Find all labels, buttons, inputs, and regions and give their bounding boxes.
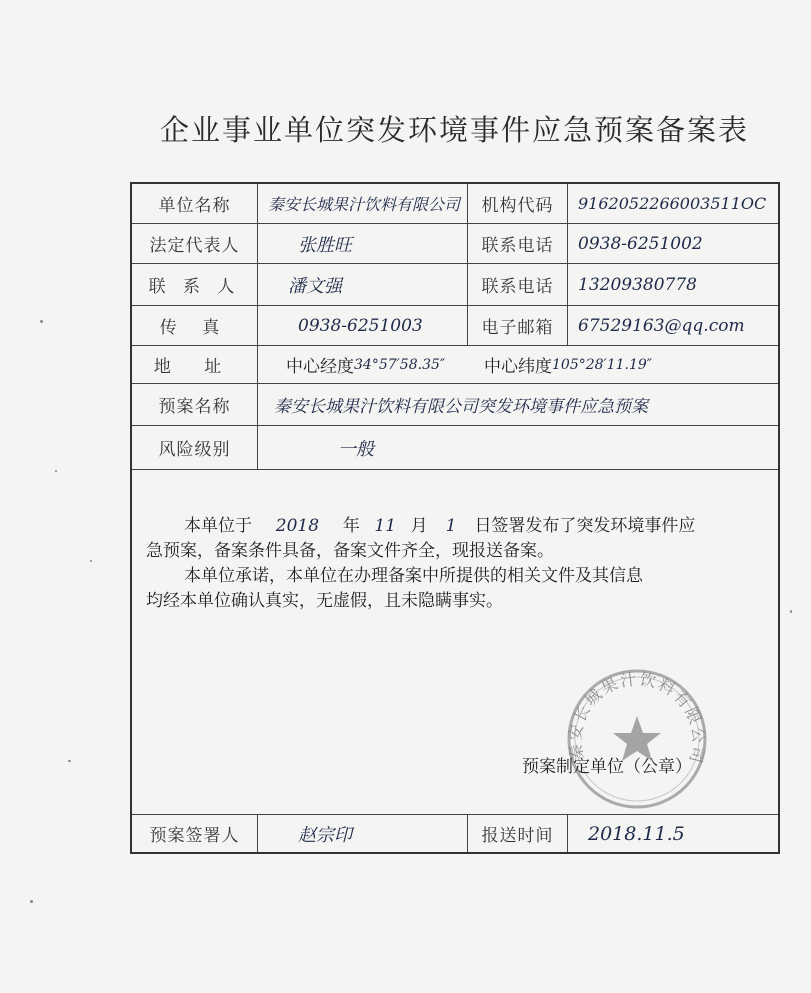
declaration-text-c: 月: [410, 516, 428, 536]
company-seal-icon: [562, 664, 712, 814]
submit-time-value: 2018.11.5: [568, 814, 778, 852]
sign-day: 1: [445, 516, 457, 536]
address-label: 地 址: [132, 346, 258, 384]
email-label: 电子邮箱: [468, 306, 568, 346]
org-code-label: 机构代码: [468, 184, 568, 224]
issuer-seal-label: 预案制定单位（公章）: [522, 757, 692, 777]
legal-rep-value: 张胜旺: [258, 224, 468, 264]
email-value: 67529163@qq.com: [568, 306, 778, 346]
scan-speck: [90, 560, 92, 562]
fax-value: 0938-6251003: [258, 306, 468, 346]
declaration-text-d: 日签署发布了突发环境事件应: [474, 516, 696, 536]
latitude-value: 105°28′11.19″: [552, 356, 653, 373]
sign-month: 11: [374, 516, 397, 536]
declaration-line-1: [146, 514, 766, 539]
fax-label: 传 真: [132, 306, 258, 346]
longitude-value: 34°57′58.35″: [354, 356, 446, 373]
scan-speck: [40, 320, 43, 323]
phone2-value: 13209380778: [568, 264, 778, 306]
scan-speck: [790, 610, 792, 613]
sign-year: 2018: [275, 516, 320, 536]
unit-name-value: 秦安长城果汁饮料有限公司: [258, 184, 468, 224]
declaration-line-3: 本单位承诺，本单位在办理备案中所提供的相关文件及其信息: [184, 566, 643, 586]
contact-value: 潘文强: [258, 264, 468, 306]
declaration-text-b: 年: [342, 516, 360, 536]
risk-level-label: 风险级别: [132, 426, 258, 470]
form-title: 企业事业单位突发环境事件应急预案备案表: [160, 113, 750, 147]
declaration-text-a: 本单位于: [184, 516, 252, 536]
address-value: [258, 346, 778, 384]
phone2-label: 联系电话: [468, 264, 568, 306]
phone1-value: 0938-6251002: [568, 224, 778, 264]
scan-speck: [55, 470, 57, 472]
plan-name-value: 秦安长城果汁饮料有限公司突发环境事件应急预案: [258, 384, 778, 426]
scan-speck: [68, 760, 71, 762]
declaration-line-2: 急预案，备案条件具备，备案文件齐全，现报送备案。: [146, 541, 554, 561]
phone1-label: 联系电话: [468, 224, 568, 264]
unit-name-label: 单位名称: [132, 184, 258, 224]
scan-speck: [30, 900, 33, 903]
signer-label: 预案签署人: [132, 814, 258, 852]
legal-rep-label: 法定代表人: [132, 224, 258, 264]
risk-level-value: 一般: [258, 426, 778, 470]
filing-table: [130, 182, 780, 854]
signer-value: 赵宗印: [258, 814, 468, 852]
latitude-label: 中心纬度: [484, 357, 552, 377]
declaration-line-4: 均经本单位确认真实，无虚假，且未隐瞒事实。: [146, 591, 503, 611]
seal-text: 秦安长城果汁饮料有限公司: [565, 669, 709, 767]
org-code-value: 9162052266003511OC: [568, 184, 778, 224]
contact-label: 联 系 人: [132, 264, 258, 306]
submit-time-label: 报送时间: [468, 814, 568, 852]
declaration-text: [146, 514, 766, 614]
longitude-label: 中心经度: [286, 357, 354, 377]
plan-name-label: 预案名称: [132, 384, 258, 426]
